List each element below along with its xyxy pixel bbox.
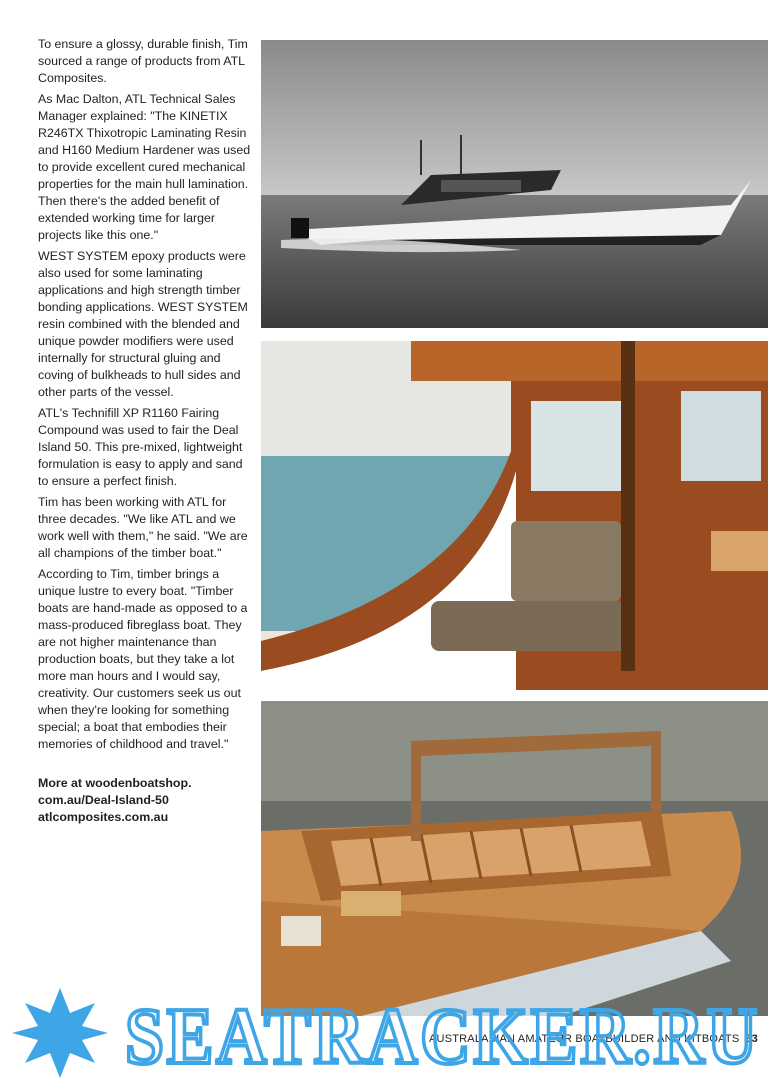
paragraph-2: As Mac Dalton, ATL Technical Sales Manager explained: "The KINETIX R246TX Thixotropic Laminating Resin and H160 Medium Hardener was used to provide excellent cured mechanical properties for the main hull lamination. Then there's the added benefit of extended working time for larger projects like this one.": [38, 92, 251, 242]
paragraph-5: Tim has been working with ATL for three decades. "We like ATL and we work well with them," he said. "We are all champions of the timber boat.": [38, 495, 248, 560]
more-info: [38, 775, 252, 826]
page-number: 33: [745, 1033, 758, 1045]
link-woodenboatshop[interactable]: woodenboatshop. com.au/Deal-Island-50: [38, 776, 192, 807]
article-text-column: [38, 36, 252, 830]
interior-photo: [261, 341, 768, 690]
paragraph-1: To ensure a glossy, durable finish, Tim sourced a range of products from ATL Composites.: [38, 37, 248, 85]
link-atlcomposites[interactable]: atlcomposites.com.au: [38, 810, 169, 824]
watermark-text: SEATRACKER.RU: [125, 993, 760, 1081]
yacht-photo: [261, 40, 768, 328]
paragraph-3: WEST SYSTEM epoxy products were also used for some laminating applications and high strength timber bonding applications. WEST SYSTEM resin combined with the blended and unique powder modifiers were used internally for structural gluing and coving of bulkheads to hull sides and other parts of the vessel.: [38, 249, 248, 399]
watermark: [0, 968, 768, 1083]
paragraph-6: According to Tim, timber brings a unique lustre to every boat. "Timber boats are hand-made as opposed to a mass-produced fibreglass boat. They are not higher maintenance than production boats, but they take a lot more man hours and I would say, creativity. Our customers seek us out when they're looking for something special; a boat that embodies their memories of childhood and travel.": [38, 567, 248, 751]
starburst-icon: [12, 988, 108, 1078]
paragraph-4: ATL's Technifill XP R1160 Fairing Compound was used to fair the Deal Island 50. This pre-mixed, lightweight formulation is easy to apply and sand to ensure a perfect finish.: [38, 406, 243, 488]
publication-name: AUSTRALASIAN AMATEUR BOATBUILDER AND KITBOATS: [429, 1033, 740, 1045]
more-prefix: More at: [38, 776, 86, 790]
